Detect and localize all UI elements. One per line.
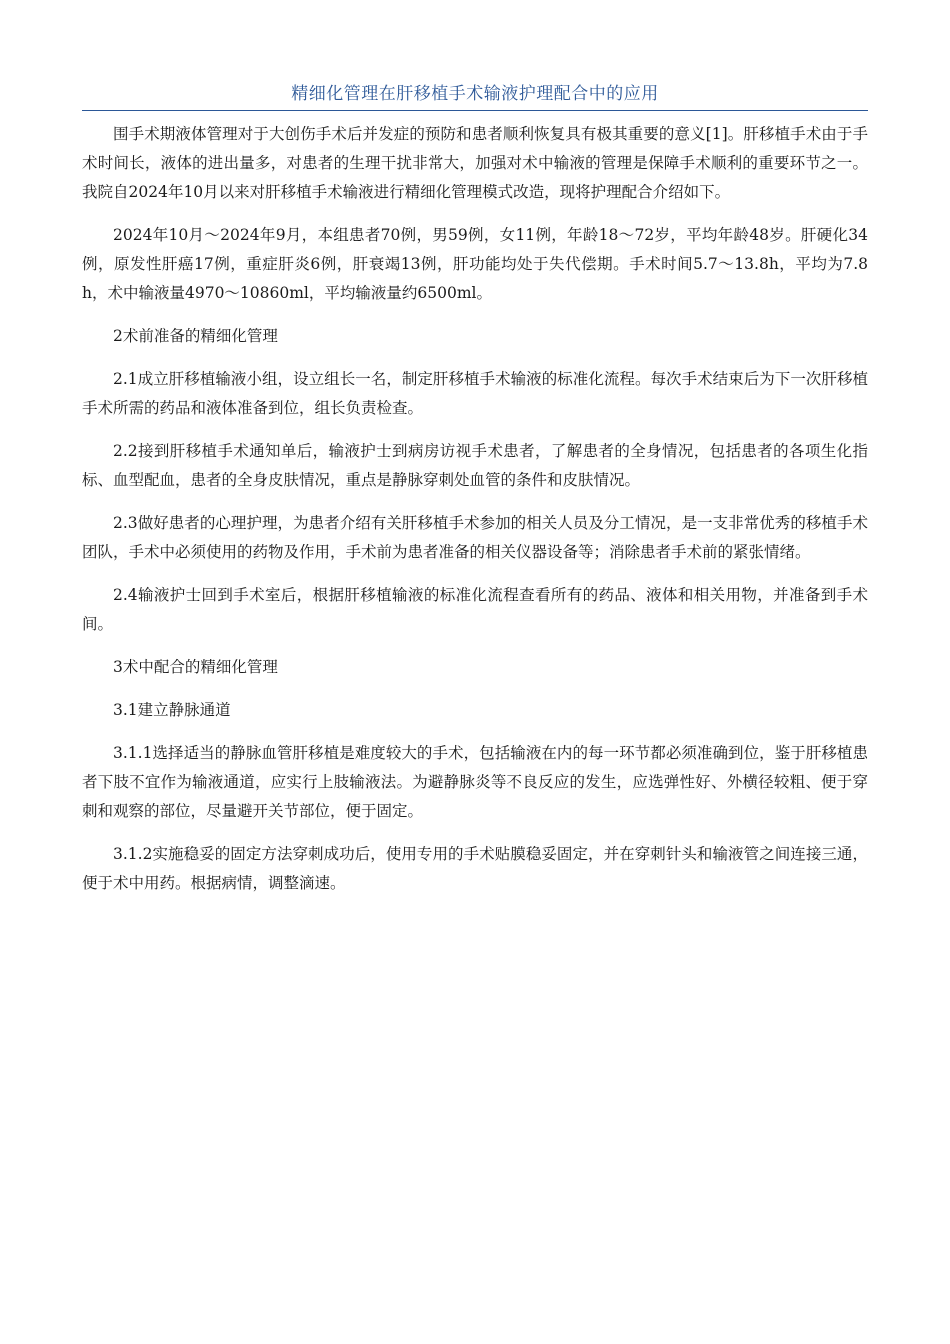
document-body [82,120,868,912]
paragraph-2-1: 2.1成立肝移植输液小组，设立组长一名，制定肝移植手术输液的标准化流程。每次手术结束后为下一次肝移植手术所需的药品和液体准备到位，组长负责检查。 [82,370,868,417]
document-title: 精细化管理在肝移植手术输液护理配合中的应用 [291,84,659,104]
paragraph-2-3: 2.3做好患者的心理护理，为患者介绍有关肝移植手术参加的相关人员及分工情况，是一支非常优秀的移植手术团队，手术中必须使用的药物及作用，手术前为患者准备的相关仪器设备等；消除患者手术前的紧张情绪。 [82,514,868,561]
paragraph-3-1-1: 3.1.1选择适当的静脉血管肝移植是难度较大的手术，包括输液在内的每一环节都必须准确到位，鉴于肝移植患者下肢不宜作为输液通道，应实行上肢输液法。为避静脉炎等不良反应的发生，应选弹性好、外横径较粗、便于穿刺和观察的部位，尽量避开关节部位，便于固定。 [82,744,868,820]
paragraph-2-2: 2.2接到肝移植手术通知单后，输液护士到病房访视手术患者，了解患者的全身情况，包括患者的各项生化指标、血型配血，患者的全身皮肤情况，重点是静脉穿刺处血管的条件和皮肤情况。 [82,442,868,489]
clinical-data-paragraph: 2024年10月～2024年9月，本组患者70例，男59例，女11例，年龄18～72岁，平均年龄48岁。肝硬化34例，原发性肝癌17例，重症肝炎6例，肝衰竭13例，肝功能均处于失代偿期。手术时间5.7～13.8h，平均为7.8h，术中输液量4970～10860ml，平均输液量约6500ml。 [82,226,868,302]
section-heading-3: 3术中配合的精细化管理 [113,658,278,676]
page-header [82,80,868,111]
section-heading-2: 2术前准备的精细化管理 [113,327,278,345]
paragraph-3-1-2: 3.1.2实施稳妥的固定方法穿刺成功后，使用专用的手术贴膜稳妥固定，并在穿刺针头和输液管之间连接三通，便于术中用药。根据病情，调整滴速。 [82,845,868,892]
intro-paragraph: 围手术期液体管理对于大创伤手术后并发症的预防和患者顺利恢复具有极其重要的意义[1]。肝移植手术由于手术时间长，液体的进出量多，对患者的生理干扰非常大，加强对术中输液的管理是保障手术顺利的重要环节之一。我院自2024年10月以来对肝移植手术输液进行精细化管理模式改造，现将护理配合介绍如下。 [82,125,868,201]
paragraph-2-4: 2.4输液护士回到手术室后，根据肝移植输液的标准化流程查看所有的药品、液体和相关用物，并准备到手术间。 [82,586,868,633]
subsection-heading-3-1: 3.1建立静脉通道 [113,701,231,719]
